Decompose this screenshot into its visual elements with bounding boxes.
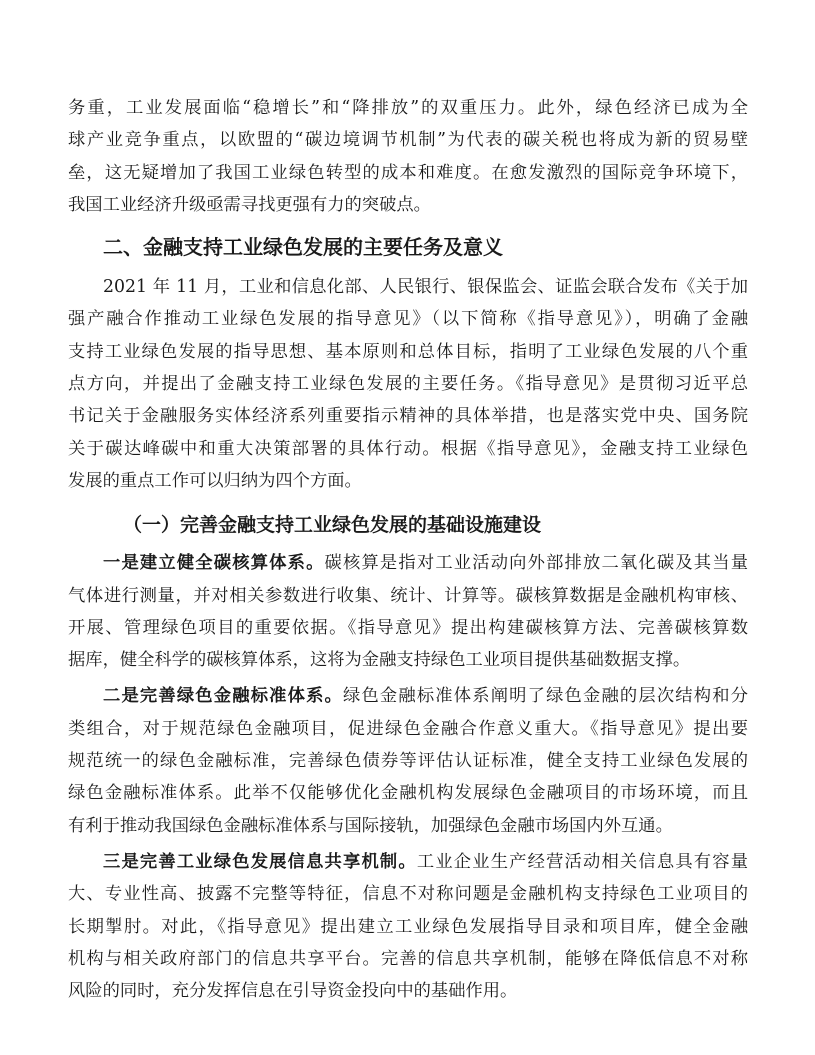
item-text: 绿色金融标准体系阐明了绿色金融的层次结构和分 (343, 686, 748, 707)
text-line: 球产业竞争重点，以欧盟的“碳边境调节机制”为代表的碳关税也将成为新的贸易壁 (68, 130, 748, 151)
text-line: 关于碳达峰碳中和重大决策部署的具体行动。根据《指导意见》，金融支持工业绿色 (68, 438, 748, 459)
text-line: 据库，健全科学的碳核算体系，这将为金融支持绿色工业项目提供基础数据支撑。 (68, 650, 691, 671)
item-text: 碳核算是指对工业活动向外部排放二氧化碳及其当量 (324, 553, 748, 574)
document-page (68, 92, 748, 1011)
item-paragraph (68, 846, 748, 1007)
text-line (68, 846, 748, 878)
text-line: 大、专业性高、披露不完整等特征，信息不对称问题是金融机构支持绿色工业项目的 (68, 884, 748, 905)
item-lead: 三是完善工业绿色发展信息共享机制。 (103, 851, 417, 872)
text-line: 点方向，并提出了金融支持工业绿色发展的主要任务。《指导意见》是贯彻习近平总 (68, 374, 748, 395)
text-line: 规范统一的绿色金融标准，完善绿色债券等评估认证标准，健全支持工业绿色发展的 (68, 751, 748, 772)
text-line (68, 680, 748, 712)
text-line: 长期掣肘。对此，《指导意见》提出建立工业绿色发展指导目录和项目库，健全金融 (68, 916, 748, 937)
item-lead: 二是完善绿色金融标准体系。 (103, 686, 343, 707)
intro-paragraph (68, 92, 748, 221)
text-line: 开展、管理绿色项目的重要依据。《指导意见》提出构建碳核算方法、完善碳核算数 (68, 617, 748, 638)
item-paragraph (68, 680, 748, 841)
text-line: 务重，工业发展面临“稳增长”和“降排放”的双重压力。此外，绿色经济已成为全 (68, 98, 748, 118)
text-line: 2021 年 11 月，工业和信息化部、人民银行、银保监会、证监会联合发布《关于加 (103, 277, 748, 298)
text-line: 风险的同时，充分发挥信息在引导资金投向中的基础作用。 (68, 981, 518, 1002)
text-line: 支持工业绿色发展的指导思想、基本原则和总体目标，指明了工业绿色发展的八个重 (68, 341, 748, 362)
text-line (68, 547, 748, 579)
item-text: 工业企业生产经营活动相关信息具有容量 (416, 851, 748, 872)
text-line: 有利于推动我国绿色金融标准体系与国际接轨，加强绿色金融市场国内外互通。 (68, 815, 673, 836)
text-line: 我国工业经济升级亟需寻找更强有力的突破点。 (68, 194, 431, 215)
text-line: 垒，这无疑增加了我国工业绿色转型的成本和难度。在愈发激烈的国际竞争环境下， (68, 162, 748, 183)
text-line: 类组合，对于规范绿色金融项目，促进绿色金融合作意义重大。《指导意见》提出要 (68, 718, 748, 739)
text-line: 气体进行测量，并对相关参数进行收集、统计、计算等。碳核算数据是金融机构审核、 (68, 585, 748, 606)
text-line: 机构与相关政府部门的信息共享平台。完善的信息共享机制，能够在降低信息不对称 (68, 948, 748, 969)
text-line: 强产融合作推动工业绿色发展的指导意见》（以下简称《指导意见》），明确了金融 (68, 309, 748, 330)
item-lead: 一是建立健全碳核算体系。 (103, 553, 325, 574)
text-line: 绿色金融标准体系。此举不仅能够优化金融机构发展绿色金融项目的市场环境，而且 (68, 783, 748, 804)
section-heading: 二、金融支持工业绿色发展的主要任务及意义 (103, 235, 503, 260)
subsection-heading: （一）完善金融支持工业绿色发展的基础设施建设 (123, 514, 542, 537)
section2-paragraph (68, 271, 748, 497)
text-line: 书记关于金融服务实体经济系列重要指示精神的具体举措，也是落实党中央、国务院 (68, 406, 748, 427)
text-line: 发展的重点工作可以归纳为四个方面。 (68, 470, 362, 491)
item-paragraph (68, 547, 748, 676)
